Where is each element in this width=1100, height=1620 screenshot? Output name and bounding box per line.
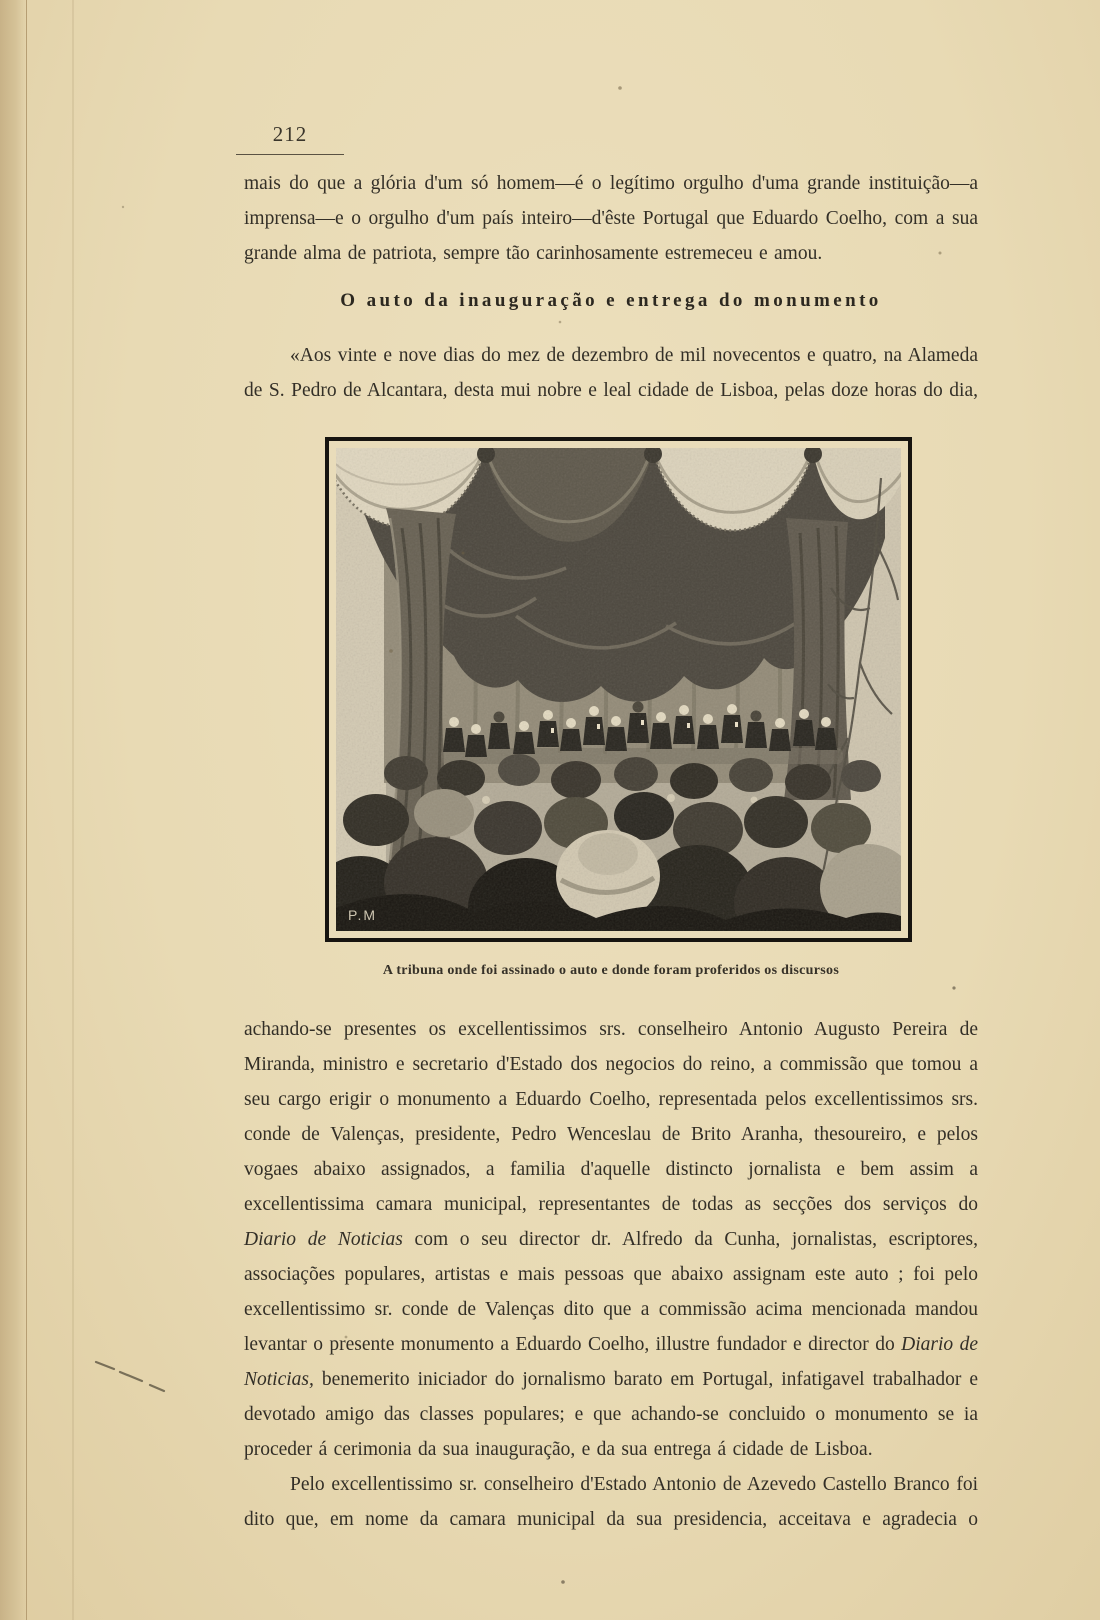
section-heading: O auto da inauguração e entrega do monumento [340,290,882,311]
photo-caption: A tribuna onde foi assinado o auto e donde foram proferidos os discursos [382,963,840,978]
diario-de-noticias-italic-2: Diario de Noticias, [244,1334,978,1390]
diario-de-noticias-italic-1: Diario de Noticias [244,1229,403,1250]
page-number-rule [236,122,344,155]
tribuna-photograph-figure [325,437,912,942]
photo-signature: P.M [348,907,378,923]
auto-body-text-2: com o seu director dr. Alfredo da Cunha, jornalistas, escriptores, associações populares, artistas e mais pessoas que abaixo assignam este auto ; foi pelo excellentissimo sr. conde de Valenças dito que a commissão acima mencionada mandou levantar o presente monumento a Eduardo Coelho, illustre fundador e director do [244,1229,978,1355]
photo-frame [325,437,912,942]
tribuna-photo [336,448,901,931]
paragraph-auto-opening: «Aos vinte e nove dias do mez de dezembro de mil novecentos e quatro, na Alameda de S. Pedro de Alcantara, desta mui nobre e leal cidade de Lisboa, pelas doze horas do dia, [244,345,978,401]
paragraph-auto-body [244,1012,978,1467]
pencil-mark [96,1362,164,1391]
page-number: 212 [272,122,308,146]
auto-body-text-1: achando-se presentes os excellentissimos srs. conselheiro Antonio Augusto Pereira de Miranda, ministro e secretario d'Estado dos negocios do reino, a commissão que tomou a seu cargo erigir o monumento a Eduardo Coelho, representada pelos excellentissimos srs. conde de Valenças, presidente, Pedro Wenceslau de Brito Aranha, thesoureiro, e pelos vogaes abaixo assignados, a familia d'aquelle distincto jornalista e bem assim a excellentissima camara municipal, representantes de todas as secções dos serviços do [244,1019,978,1215]
paragraph-intro: mais do que a glória d'um só homem—é o legítimo orgulho d'uma grande instituição—a imprensa—e o orgulho d'um país inteiro—d'êste Portugal que Eduardo Coelho, com a sua grande alma de patriota, sempre tão carinhosamente estremeceu e amou. [244,173,978,264]
auto-body-text-3: benemerito iniciador do jornalismo barato em Portugal, infatigavel trabalhador e devotado amigo das classes populares; e que achando-se concluido o monumento se ia proceder á cerimonia da sua inauguração, e da sua entrega á cidade de Lisboa. [244,1369,978,1460]
auto-text-block [244,1012,978,1537]
paragraph-castello-branco: Pelo excellentissimo sr. conselheiro d'Estado Antonio de Azevedo Castello Branco foi dito que, em nome da camara municipal da sua presidencia, acceitava e agradecia o [244,1474,978,1530]
